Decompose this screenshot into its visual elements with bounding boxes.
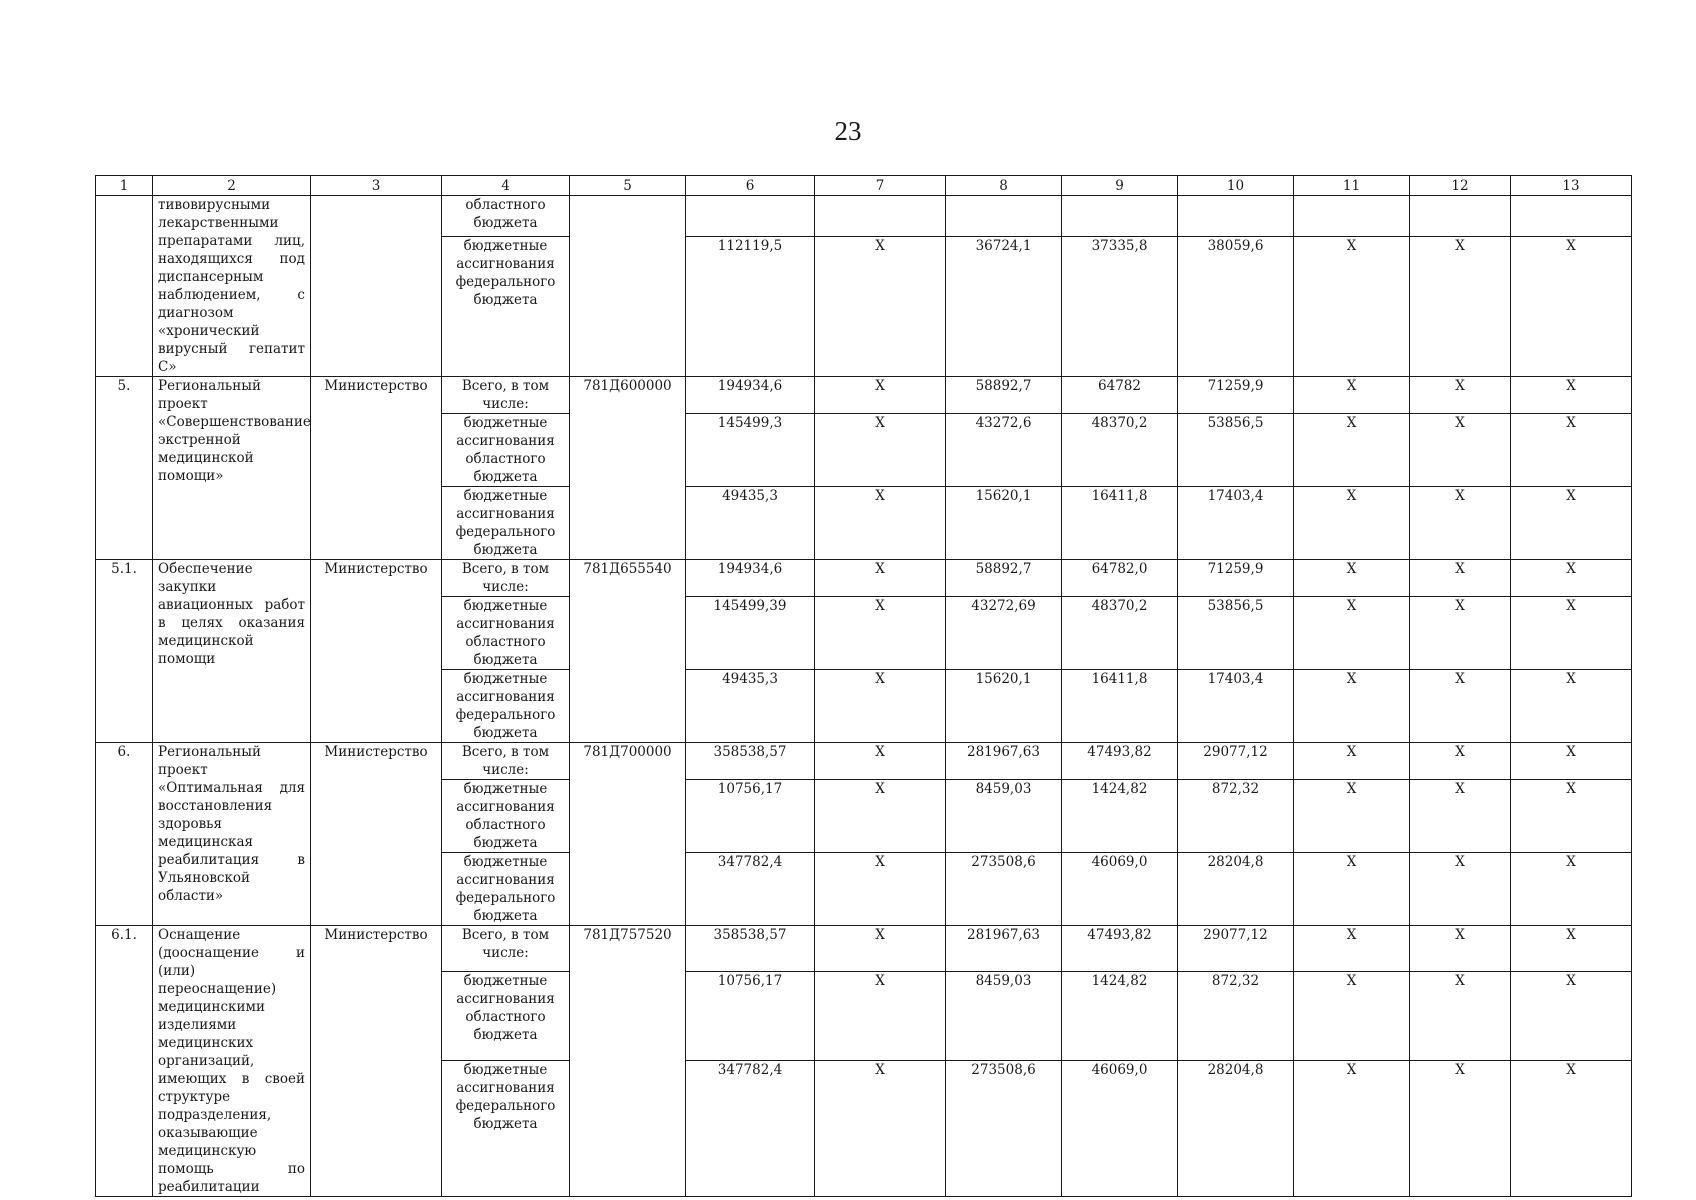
column-number-row [96, 176, 1632, 196]
value-cell: X [815, 743, 946, 780]
col-header: 10 [1178, 176, 1294, 196]
col-header: 5 [570, 176, 686, 196]
value-cell: 28204,8 [1178, 1061, 1294, 1197]
value-cell: X [1410, 560, 1511, 597]
value-cell: X [815, 236, 946, 376]
value-cell: X [1511, 670, 1632, 743]
responsible-cell: Министерство [311, 743, 442, 926]
value-cell [1410, 196, 1511, 237]
row-number-cell [96, 196, 153, 377]
funding-source-cell: бюджетные ассигнования федерального бюджета [442, 1061, 570, 1197]
value-cell [1062, 196, 1178, 237]
value-cell: 28204,8 [1178, 853, 1294, 926]
funding-source-cell: областного бюджета [442, 196, 570, 237]
value-cell: X [1294, 597, 1410, 670]
value-cell: X [815, 853, 946, 926]
value-cell: X [815, 670, 946, 743]
value-cell: X [1294, 236, 1410, 376]
responsible-cell: Министерство [311, 926, 442, 1197]
funding-source-cell: бюджетные ассигнования федерального бюджета [442, 487, 570, 560]
total-cell: 49435,3 [686, 670, 815, 743]
value-cell [686, 196, 815, 237]
value-cell: 16411,8 [1062, 670, 1178, 743]
col-header: 6 [686, 176, 815, 196]
value-cell: X [1410, 743, 1511, 780]
total-cell: 194934,6 [686, 560, 815, 597]
value-cell: X [1511, 597, 1632, 670]
value-cell: X [1410, 926, 1511, 972]
value-cell: 47493,82 [1062, 743, 1178, 780]
value-cell: X [1410, 377, 1511, 414]
value-cell [1178, 196, 1294, 237]
value-cell: X [1511, 926, 1632, 972]
value-cell: 48370,2 [1062, 414, 1178, 487]
value-cell: 38059,6 [1178, 236, 1294, 376]
value-cell: 43272,6 [946, 414, 1062, 487]
total-cell: 358538,57 [686, 743, 815, 780]
value-cell: 29077,12 [1178, 743, 1294, 780]
row-number-cell: 5.1. [96, 560, 153, 743]
table-row [96, 743, 1632, 780]
value-cell: 872,32 [1178, 780, 1294, 853]
value-cell: X [1511, 1061, 1632, 1197]
value-cell: X [815, 560, 946, 597]
total-cell: 10756,17 [686, 971, 815, 1061]
row-number-cell: 6. [96, 743, 153, 926]
value-cell: 47493,82 [1062, 926, 1178, 972]
value-cell: 53856,5 [1178, 597, 1294, 670]
funding-source-cell: Всего, в том числе: [442, 560, 570, 597]
value-cell: 71259,9 [1178, 560, 1294, 597]
value-cell: 1424,82 [1062, 780, 1178, 853]
value-cell: X [1511, 414, 1632, 487]
funding-source-cell: бюджетные ассигнования федерального бюджета [442, 853, 570, 926]
responsible-cell: Министерство [311, 560, 442, 743]
value-cell: 36724,1 [946, 236, 1062, 376]
value-cell: 17403,4 [1178, 487, 1294, 560]
value-cell: X [815, 971, 946, 1061]
value-cell: X [1410, 597, 1511, 670]
value-cell: 58892,7 [946, 560, 1062, 597]
value-cell: X [1410, 670, 1511, 743]
value-cell: 15620,1 [946, 487, 1062, 560]
value-cell: 15620,1 [946, 670, 1062, 743]
total-cell: 49435,3 [686, 487, 815, 560]
page-number: 23 [834, 116, 862, 146]
funding-source-cell: бюджетные ассигнования областного бюджета [442, 780, 570, 853]
funding-source-cell: бюджетные ассигнования областного бюджета [442, 597, 570, 670]
value-cell: X [1511, 560, 1632, 597]
total-cell: 112119,5 [686, 236, 815, 376]
value-cell: X [1511, 487, 1632, 560]
funding-source-cell: Всего, в том числе: [442, 377, 570, 414]
col-header: 4 [442, 176, 570, 196]
col-header: 13 [1511, 176, 1632, 196]
responsible-cell [311, 196, 442, 377]
col-header: 11 [1294, 176, 1410, 196]
budget-code-cell: 781Д600000 [570, 377, 686, 560]
value-cell: X [1410, 853, 1511, 926]
value-cell: 46069,0 [1062, 853, 1178, 926]
value-cell: X [1511, 743, 1632, 780]
value-cell: X [1294, 1061, 1410, 1197]
value-cell: X [1410, 236, 1511, 376]
value-cell: 53856,5 [1178, 414, 1294, 487]
value-cell: X [815, 487, 946, 560]
total-cell: 347782,4 [686, 853, 815, 926]
value-cell [815, 196, 946, 237]
measure-title-cell: Оснащение (дооснащение и (или) переоснащение) медицинскими изделиями медицинских организаций, имеющих в своей структуре подразделения, оказывающие медицинскую помощь по реабилитации [153, 926, 311, 1197]
col-header: 9 [1062, 176, 1178, 196]
total-cell: 347782,4 [686, 1061, 815, 1197]
value-cell: X [1410, 487, 1511, 560]
row-number-cell: 5. [96, 377, 153, 560]
value-cell: X [815, 597, 946, 670]
value-cell: X [1294, 853, 1410, 926]
value-cell: 16411,8 [1062, 487, 1178, 560]
funding-source-cell: бюджетные ассигнования областного бюджета [442, 414, 570, 487]
value-cell [1511, 196, 1632, 237]
value-cell: 37335,8 [1062, 236, 1178, 376]
col-header: 2 [153, 176, 311, 196]
total-cell: 358538,57 [686, 926, 815, 972]
value-cell: X [1294, 670, 1410, 743]
value-cell: 58892,7 [946, 377, 1062, 414]
col-header: 12 [1410, 176, 1511, 196]
value-cell: X [1294, 780, 1410, 853]
value-cell: X [815, 780, 946, 853]
value-cell: 17403,4 [1178, 670, 1294, 743]
measure-title-cell: Региональный проект «Совершенствование экстренной медицинской помощи» [153, 377, 311, 560]
value-cell: 48370,2 [1062, 597, 1178, 670]
value-cell: X [815, 414, 946, 487]
funding-source-cell: бюджетные ассигнования федерального бюджета [442, 236, 570, 376]
table-row [96, 926, 1632, 972]
value-cell: X [1410, 414, 1511, 487]
budget-table [95, 175, 1632, 1197]
value-cell: 64782,0 [1062, 560, 1178, 597]
col-header: 7 [815, 176, 946, 196]
value-cell: X [1294, 414, 1410, 487]
value-cell: 8459,03 [946, 780, 1062, 853]
value-cell: X [1294, 560, 1410, 597]
col-header: 8 [946, 176, 1062, 196]
total-cell: 194934,6 [686, 377, 815, 414]
value-cell [1294, 196, 1410, 237]
value-cell: X [1511, 853, 1632, 926]
value-cell: X [1511, 377, 1632, 414]
value-cell: X [1294, 487, 1410, 560]
budget-code-cell: 781Д700000 [570, 743, 686, 926]
value-cell: 281967,63 [946, 743, 1062, 780]
responsible-cell: Министерство [311, 377, 442, 560]
total-cell: 10756,17 [686, 780, 815, 853]
total-cell: 145499,3 [686, 414, 815, 487]
budget-code-cell: 781Д655540 [570, 560, 686, 743]
value-cell: X [1410, 1061, 1511, 1197]
value-cell: X [1294, 377, 1410, 414]
funding-source-cell: бюджетные ассигнования федерального бюджета [442, 670, 570, 743]
measure-title-cell: тивовирусными лекарственными препаратами лиц, находящихся под диспансерным наблюдением, с диагнозом «хронический вирусный гепатит С» [153, 196, 311, 377]
col-header: 3 [311, 176, 442, 196]
value-cell: 8459,03 [946, 971, 1062, 1061]
funding-source-cell: Всего, в том числе: [442, 743, 570, 780]
table-row [96, 560, 1632, 597]
value-cell: X [1511, 236, 1632, 376]
table-row [96, 196, 1632, 237]
value-cell: X [1294, 971, 1410, 1061]
measure-title-cell: Обеспечение закупки авиационных работ в целях оказания медицинской помощи [153, 560, 311, 743]
value-cell: X [815, 926, 946, 972]
value-cell: 281967,63 [946, 926, 1062, 972]
budget-code-cell [570, 196, 686, 377]
value-cell: X [1294, 926, 1410, 972]
value-cell: 1424,82 [1062, 971, 1178, 1061]
value-cell [946, 196, 1062, 237]
value-cell: 46069,0 [1062, 1061, 1178, 1197]
value-cell: X [1410, 971, 1511, 1061]
value-cell: X [815, 377, 946, 414]
value-cell: 43272,69 [946, 597, 1062, 670]
budget-code-cell: 781Д757520 [570, 926, 686, 1197]
table-row [96, 377, 1632, 414]
value-cell: X [815, 1061, 946, 1197]
value-cell: X [1511, 971, 1632, 1061]
funding-source-cell: бюджетные ассигнования областного бюджета [442, 971, 570, 1061]
value-cell: 273508,6 [946, 853, 1062, 926]
row-number-cell: 6.1. [96, 926, 153, 1197]
col-header: 1 [96, 176, 153, 196]
value-cell: X [1410, 780, 1511, 853]
value-cell: X [1294, 743, 1410, 780]
total-cell: 145499,39 [686, 597, 815, 670]
value-cell: 29077,12 [1178, 926, 1294, 972]
value-cell: X [1511, 780, 1632, 853]
measure-title-cell: Региональный проект «Оптимальная для восстановления здоровья медицинская реабилитация в Ульяновской области» [153, 743, 311, 926]
value-cell: 273508,6 [946, 1061, 1062, 1197]
value-cell: 71259,9 [1178, 377, 1294, 414]
value-cell: 872,32 [1178, 971, 1294, 1061]
funding-source-cell: Всего, в том числе: [442, 926, 570, 972]
value-cell: 64782 [1062, 377, 1178, 414]
